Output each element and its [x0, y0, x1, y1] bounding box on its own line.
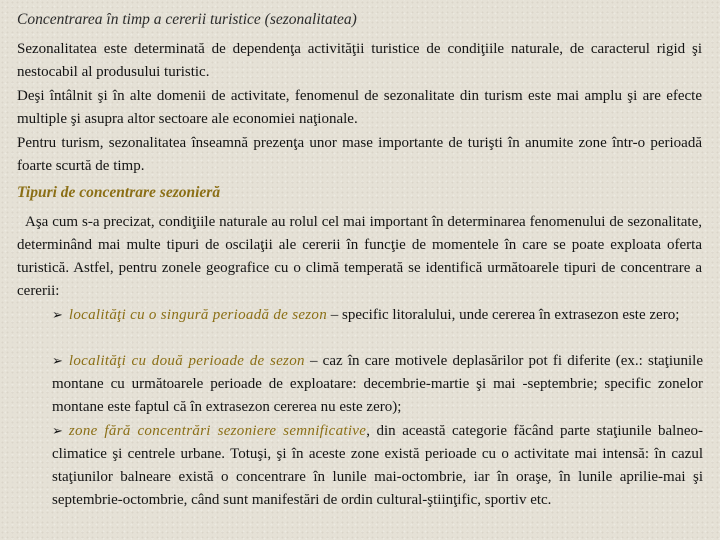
intro-paragraph: Aşa cum s-a precizat, condiţiile naturale au rolul cel mai important în determinarea fenomenului de sezonalitate, determinând mai multe tipuri de oscilaţii ale cererii în funcţie de momentele în care se poate exploata oferta turistică. Astfel, pentru zonele geografice cu o climă temperată se identifică următoarele tipuri de concentrare a cererii: — [17, 214, 702, 299]
bullet-term: localităţi cu două perioade de sezon — [68, 353, 305, 369]
arrow-bullet-icon: ➢ — [52, 354, 63, 369]
paragraph-sezonalitate-turism: Pentru turism, sezonalitatea înseamnă prezenţa unor mase importante de turişti în anumite zone într-o perioadă foarte scurtă de timp. — [17, 135, 702, 174]
arrow-bullet-icon: ➢ — [52, 424, 63, 439]
page-title: Concentrarea în timp a cererii turistice (sezonalitatea) — [17, 11, 357, 28]
bullet-term: localităţi cu o singură perioadă de sezon — [68, 307, 328, 323]
paragraph-sezonalitate-amploare: Deşi întâlnit şi în alte domenii de activitate, fenomenul de sezonalitate din turism este mai amplu şi are efecte multiple şi asupra altor sectoare ale economiei naţionale. — [17, 88, 702, 127]
bullet-item — [52, 350, 703, 419]
bullet-item — [52, 420, 703, 512]
bullet-text: – caz în care motivele deplasărilor pot fi diferite (ex.: staţiunile montane cu următoarele perioade de exploatare: decembrie-martie şi mai -septembrie; specific zonelor montane este faptul că în extrasezon cererea nu este zero); — [52, 353, 703, 415]
arrow-bullet-icon: ➢ — [52, 308, 63, 323]
paragraph-sezonalitate-definitie: Sezonalitatea este determinată de dependenţa activităţii turistice de condiţiile naturale, de caracterul rigid şi nestocabil al produsului turistic. — [17, 41, 702, 80]
bullet-term: zone fără concentrări sezoniere semnificative — [68, 423, 367, 439]
bullet-text: – specific litoralului, unde cererea în extrasezon este zero; — [327, 307, 680, 323]
bullet-text: , din această categorie făcând parte staţiunile balneo-climatice şi centrele urbane. Totuşi, şi în aceste zone există perioade cu o activitate mai intensă: în cazul staţiunilor balneare există o concentrare în lunile mai-octombrie, iar în oraşe, în lunile aprilie-mai şi septembrie-octombrie, când sunt manifestări de ordin cultural-ştiinţific, sportiv etc. — [52, 423, 703, 508]
section-subheading: Tipuri de concentrare sezonieră — [17, 184, 221, 201]
bullet-item — [52, 304, 703, 327]
